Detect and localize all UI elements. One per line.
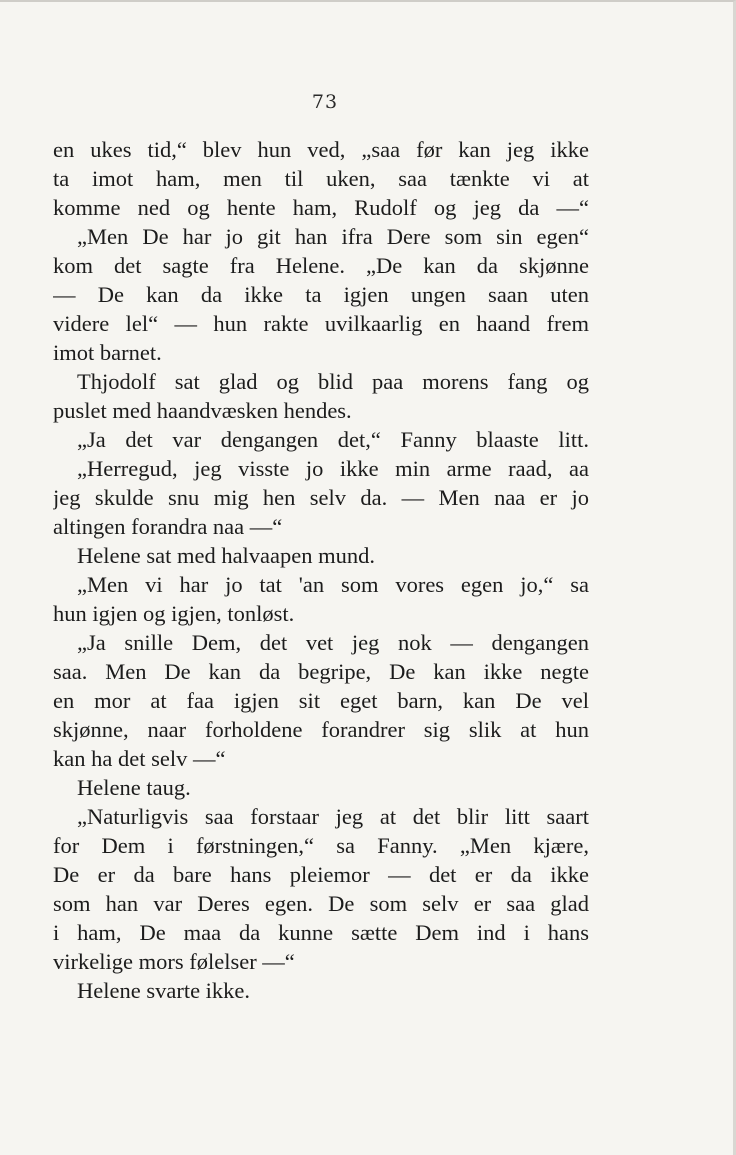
text-line: for Dem i førstningen,“ sa Fanny. „Men kjære, bbox=[53, 833, 589, 858]
text-line: skjønne, naar forholdene forandrer sig slik at hun bbox=[53, 717, 589, 742]
text-line: altingen forandra naa —“ bbox=[53, 514, 283, 539]
text-line: kan ha det selv —“ bbox=[53, 746, 226, 771]
text-line: — De kan da ikke ta igjen ungen saan uten bbox=[53, 282, 589, 307]
text-line: Helene sat med halvaapen mund. bbox=[77, 543, 376, 568]
text-line: „Naturligvis saa forstaar jeg at det blir litt saart bbox=[77, 804, 589, 829]
text-line: en mor at faa igjen sit eget barn, kan De vel bbox=[53, 688, 589, 713]
page-number: 73 bbox=[311, 91, 339, 113]
text-line: De er da bare hans pleiemor — det er da ikke bbox=[53, 862, 589, 887]
text-line: „Men De har jo git han ifra Dere som sin egen“ bbox=[77, 224, 589, 249]
text-line: Thjodolf sat glad og blid paa morens fang og bbox=[77, 369, 589, 394]
text-line: en ukes tid,“ blev hun ved, „saa før kan jeg ikke bbox=[53, 137, 589, 162]
text-line: „Herregud, jeg visste jo ikke min arme raad, aa bbox=[77, 456, 589, 481]
text-line: videre lel“ — hun rakte uvilkaarlig en haand frem bbox=[53, 311, 589, 336]
text-line: saa. Men De kan da begripe, De kan ikke negte bbox=[53, 659, 589, 684]
text-line: „Men vi har jo tat 'an som vores egen jo,“ sa bbox=[77, 572, 589, 597]
text-line: Helene taug. bbox=[77, 775, 191, 800]
text-line: hun igjen og igjen, tonløst. bbox=[53, 601, 295, 626]
text-line: „Ja det var dengangen det,“ Fanny blaaste litt. bbox=[77, 427, 589, 452]
text-line: ta imot ham, men til uken, saa tænkte vi at bbox=[53, 166, 589, 191]
text-line: puslet med haandvæsken hendes. bbox=[53, 398, 352, 423]
body-text bbox=[53, 135, 589, 1005]
text-line: i ham, De maa da kunne sætte Dem ind i hans bbox=[53, 920, 589, 945]
text-line: som han var Deres egen. De som selv er saa glad bbox=[53, 891, 589, 916]
text-line: „Ja snille Dem, det vet jeg nok — dengangen bbox=[77, 630, 589, 655]
text-line: Helene svarte ikke. bbox=[77, 978, 251, 1003]
text-line: kom det sagte fra Helene. „De kan da skjønne bbox=[53, 253, 589, 278]
text-line: imot barnet. bbox=[53, 340, 162, 365]
text-line: komme ned og hente ham, Rudolf og jeg da —“ bbox=[53, 195, 589, 220]
text-line: virkelige mors følelser —“ bbox=[53, 949, 295, 974]
text-line: jeg skulde snu mig hen selv da. — Men naa er jo bbox=[53, 485, 589, 510]
